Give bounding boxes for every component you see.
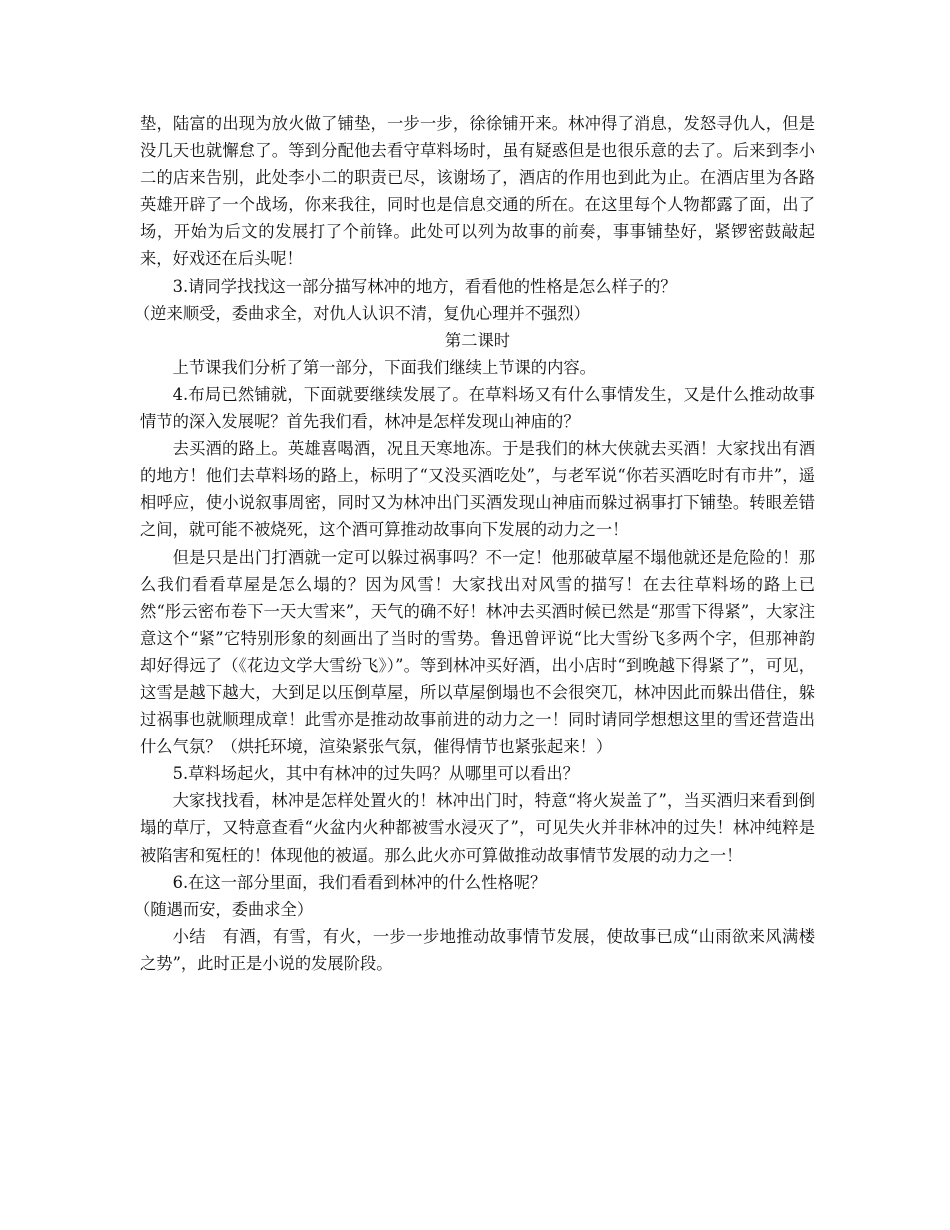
answer-6: （随遇而安，委曲求全） xyxy=(134,899,314,919)
question-5: 5.草料场起火，其中有林冲的过失吗？从哪里可以看出？ xyxy=(172,764,579,784)
question-6: 6.在这一部分里面，我们看看到林冲的什么性格呢？ xyxy=(172,872,547,892)
paragraph-fire: 大家找找看，林冲是怎样处置火的！林冲出门时，特意“将火炭盖了”，当买酒归来看到倒塌的草厅，又特意查看“火盆内火种都被雪水浸灭了”，可见失火并非林冲的过失！林冲纯粹是被陷害和冤枉的！体现他的被逼。那么此火亦可算做推动故事情节发展的动力之一！ xyxy=(140,791,815,865)
question-4: 4.布局已然铺就，下面就要继续发展了。在草料场又有什么事情发生，又是什么推动故事情节的深入发展呢？首先我们看，林冲是怎样发现山神庙的？ xyxy=(140,384,815,432)
paragraph-snow: 但是只是出门打酒就一定可以躲过祸事吗？不一定！他那破草屋不塌他就还是危险的！那么我们看看草屋是怎么塌的？因为风雪！大家找出对风雪的描写！在去往草料场的路上已然“彤云密布卷下一天大雪来”，天气的确不好！林冲去买酒时候已然是“那雪下得紧”，大家注意这个“紧”它特别形象的刻画出了当时的雪势。鲁迅曾评说“比大雪纷飞多两个字，但那神韵却好得远了（《花边文学大雪纷飞》）”。等到林冲买好酒，出小店时“到晚越下得紧了”，可见，这雪是越下越大，大到足以压倒草屋，所以草屋倒塌也不会很突兀，林冲因此而躲出借住，躲过祸事也就顺理成章！此雪亦是推动故事前进的动力之一！同时请同学想想这里的雪还营造出什么气氛？（烘托环境，渲染紧张气氛，催得情节也紧张起来！） xyxy=(140,547,815,757)
paragraph-summary: 小结 有酒，有雪，有火，一步一步地推动故事情节发展，使故事已成“山雨欲来风满楼之势”，此时正是小说的发展阶段。 xyxy=(140,926,815,973)
paragraph-intro: 垫，陆富的出现为放火做了铺垫，一步一步，徐徐铺开来。林冲得了消息，发怒寻仇人，但是没几天也就懈怠了。等到分配他去看守草料场时，虽有疑惑但是也很乐意的去了。后来到李小二的店来告别，此处李小二的职责已尽，该谢场了，酒店的作用也到此为止。在酒店里为各路英雄开辟了一个战场，你来我往，同时也是信息交通的所在。在这里每个人物都露了面，出了场，开始为后文的发展打了个前锋。此处可以列为故事的前奏，事事铺垫好，紧锣密鼓敲起来，好戏还在后头呢！ xyxy=(140,114,815,269)
section-heading: 第二课时 xyxy=(444,330,511,350)
paragraph-wine: 去买酒的路上。英雄喜喝酒，况且天寒地冻。于是我们的林大侠就去买酒！大家找出有酒的地方！他们去草料场的路上，标明了“又没买酒吃处”，与老军说“你若买酒吃时有市井”，遥相呼应，使小说叙事周密，同时又为林冲出门买酒发现山神庙而躲过祸事打下铺垫。转眼差错之间，就可能不被烧死，这个酒可算推动故事向下发展的动力之一！ xyxy=(140,439,815,540)
document-body xyxy=(134,110,815,977)
question-3: 3.请同学找找这一部分描写林冲的地方，看看他的性格是怎么样子的？ xyxy=(172,276,677,296)
paragraph-review: 上节课我们分析了第一部分，下面我们继续上节课的内容。 xyxy=(172,357,596,377)
answer-3: （逆来顺受，委曲求全，对仇人认识不清，复仇心理并不强烈） xyxy=(134,303,590,323)
